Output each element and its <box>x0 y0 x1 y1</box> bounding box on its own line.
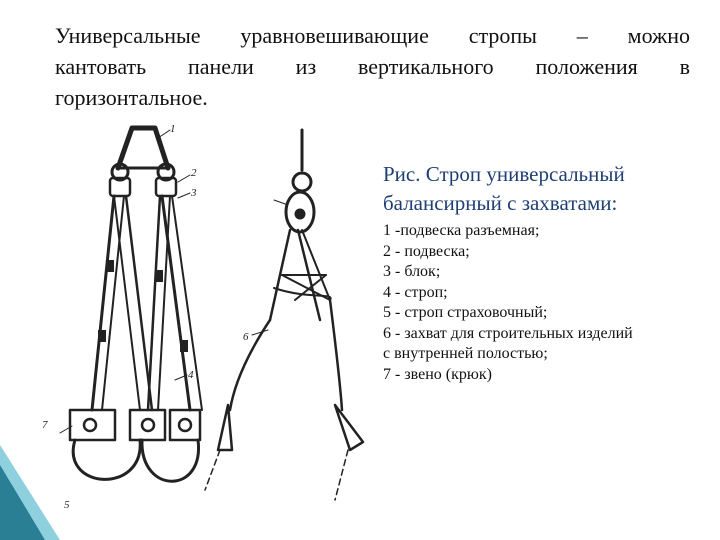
figure-label: 1 <box>170 123 176 135</box>
caption-line: Рис. Строп универсальный <box>383 162 625 186</box>
figure-label: 6 <box>243 331 249 343</box>
sling-technical-drawing <box>30 120 390 515</box>
figure-label: 2 <box>191 167 197 179</box>
figure-label: 5 <box>64 499 70 511</box>
heading-line: горизонтальное. <box>55 85 208 110</box>
legend-item: 7 - звено (крюк) <box>383 365 492 383</box>
heading-line: Универсальные уравновешивающие стропы – можно <box>55 23 690 48</box>
heading-line: кантовать панели из вертикального положения в <box>55 54 690 79</box>
legend-item: 2 - подвеска; <box>383 242 470 260</box>
figure-label: 7 <box>42 419 48 431</box>
figure-caption <box>383 160 713 218</box>
legend-item: 4 - строп; <box>383 283 448 301</box>
figure-legend <box>383 221 713 385</box>
legend-item: 6 - захват для строительных изделий <box>383 324 633 342</box>
legend-item: 3 - блок; <box>383 263 441 280</box>
legend-item: 1 -подвеска разъемная; <box>383 222 540 239</box>
figure-label: 4 <box>188 369 194 381</box>
slide-heading <box>55 20 690 113</box>
figure-label: 3 <box>191 187 197 199</box>
legend-item: с внутренней полостью; <box>383 345 548 362</box>
legend-item: 5 - строп страховочный; <box>383 304 548 321</box>
caption-line: балансирный с захватами: <box>383 191 618 215</box>
